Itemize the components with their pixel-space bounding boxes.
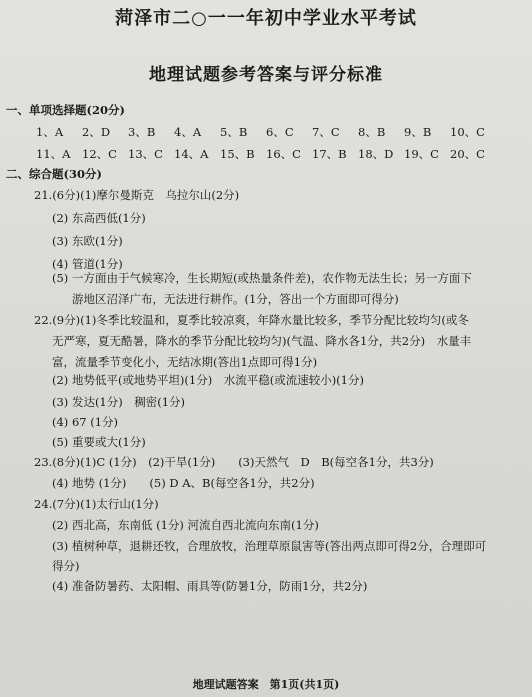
mc-answer: 8、B [358, 125, 386, 139]
q24-line-2: (2) 西北高，东南低 (1分) 河流自西北流向东南(1分) [52, 518, 319, 532]
section-1-heading: 一、单项选择题(20分) [6, 103, 125, 117]
q21-line-2: (2) 东高西低(1分) [52, 211, 146, 225]
mc-answer: 13、C [128, 147, 163, 161]
q22-line-1: 22.(9分)(1)冬季比较温和，夏季比较凉爽，年降水量比较多，季节分配比较均匀(或冬 [34, 313, 469, 327]
mc-answer: 6、C [266, 125, 294, 139]
q22-line-4: (2) 地势低平(或地势平坦)(1分) 水流平稳(或流速较小)(1分) [52, 373, 364, 387]
q22-line-2: 无严寒，夏无酷暑，降水的季节分配比较均匀)(气温、降水各1分，共2分) 水量丰 [52, 334, 472, 348]
mc-answer: 4、A [174, 125, 202, 139]
mc-answer: 12、C [82, 147, 117, 161]
q24-line-1: 24.(7分)(1)太行山(1分) [34, 497, 159, 511]
mc-answer: 17、B [312, 147, 347, 161]
answer-key-subtitle: 地理试题参考答案与评分标准 [149, 65, 383, 85]
q21-line-3: (3) 东欧(1分) [52, 234, 123, 248]
mc-answer: 3、B [128, 125, 156, 139]
q22-line-7: (5) 重要或大(1分) [52, 435, 146, 449]
q24-line-3: (3) 植树种草，退耕还牧，合理放牧，治理草原鼠害等(答出两点即可得2分，合理即可 [52, 539, 487, 553]
mc-answer: 10、C [450, 125, 485, 139]
mc-answer: 5、B [220, 125, 248, 139]
q21-line-5: (5) 一方面由于气候寒冷，生长期短(或热量条件差)，农作物无法生长；另一方面下 [52, 271, 472, 285]
mc-answer: 1、A [36, 125, 64, 139]
mc-row-1 [36, 124, 506, 140]
mc-answer: 2、D [82, 125, 111, 139]
q24-line-5: (4) 准备防暑药、太阳帽、雨具等(防暑1分，防雨1分，共2分) [52, 579, 368, 593]
mc-row-2 [36, 146, 506, 162]
exam-title: 菏泽市二○一一年初中学业水平考试 [115, 8, 417, 29]
q21-line-4: (4) 管道(1分) [52, 257, 123, 271]
q23-line-1: 23.(8分)(1)C (1分) (2)干旱(1分) (3)天然气 D B(每空各1分，共3分) [34, 455, 434, 469]
mc-answer: 16、C [266, 147, 301, 161]
q24-line-4: 得分) [52, 559, 80, 573]
q23-line-2: (4) 地势 (1分) (5) D A、B(每空各1分，共2分) [52, 476, 315, 490]
section-2-heading: 二、综合题(30分) [6, 167, 102, 181]
q21-line-1: 21.(6分)(1)摩尔曼斯克 乌拉尔山(2分) [34, 188, 240, 202]
mc-answer: 15、B [220, 147, 255, 161]
mc-answer: 11、A [36, 147, 71, 161]
mc-answer: 14、A [174, 147, 209, 161]
q22-line-3: 富，流量季节变化小，无结冰期(答出1点即可得1分) [52, 355, 318, 369]
q21-line-6: 游地区沼泽广布，无法进行耕作。(1分，答出一个方面即可得分) [72, 292, 399, 306]
q22-line-5: (3) 发达(1分) 稠密(1分) [52, 395, 186, 409]
mc-answer: 20、C [450, 147, 485, 161]
mc-answer: 19、C [404, 147, 439, 161]
mc-answer: 9、B [404, 125, 432, 139]
mc-answer: 18、D [358, 147, 394, 161]
page-footer: 地理试题答案 第1页(共1页) [192, 678, 340, 691]
q22-line-6: (4) 67 (1分) [52, 415, 119, 429]
mc-answer: 7、C [312, 125, 340, 139]
